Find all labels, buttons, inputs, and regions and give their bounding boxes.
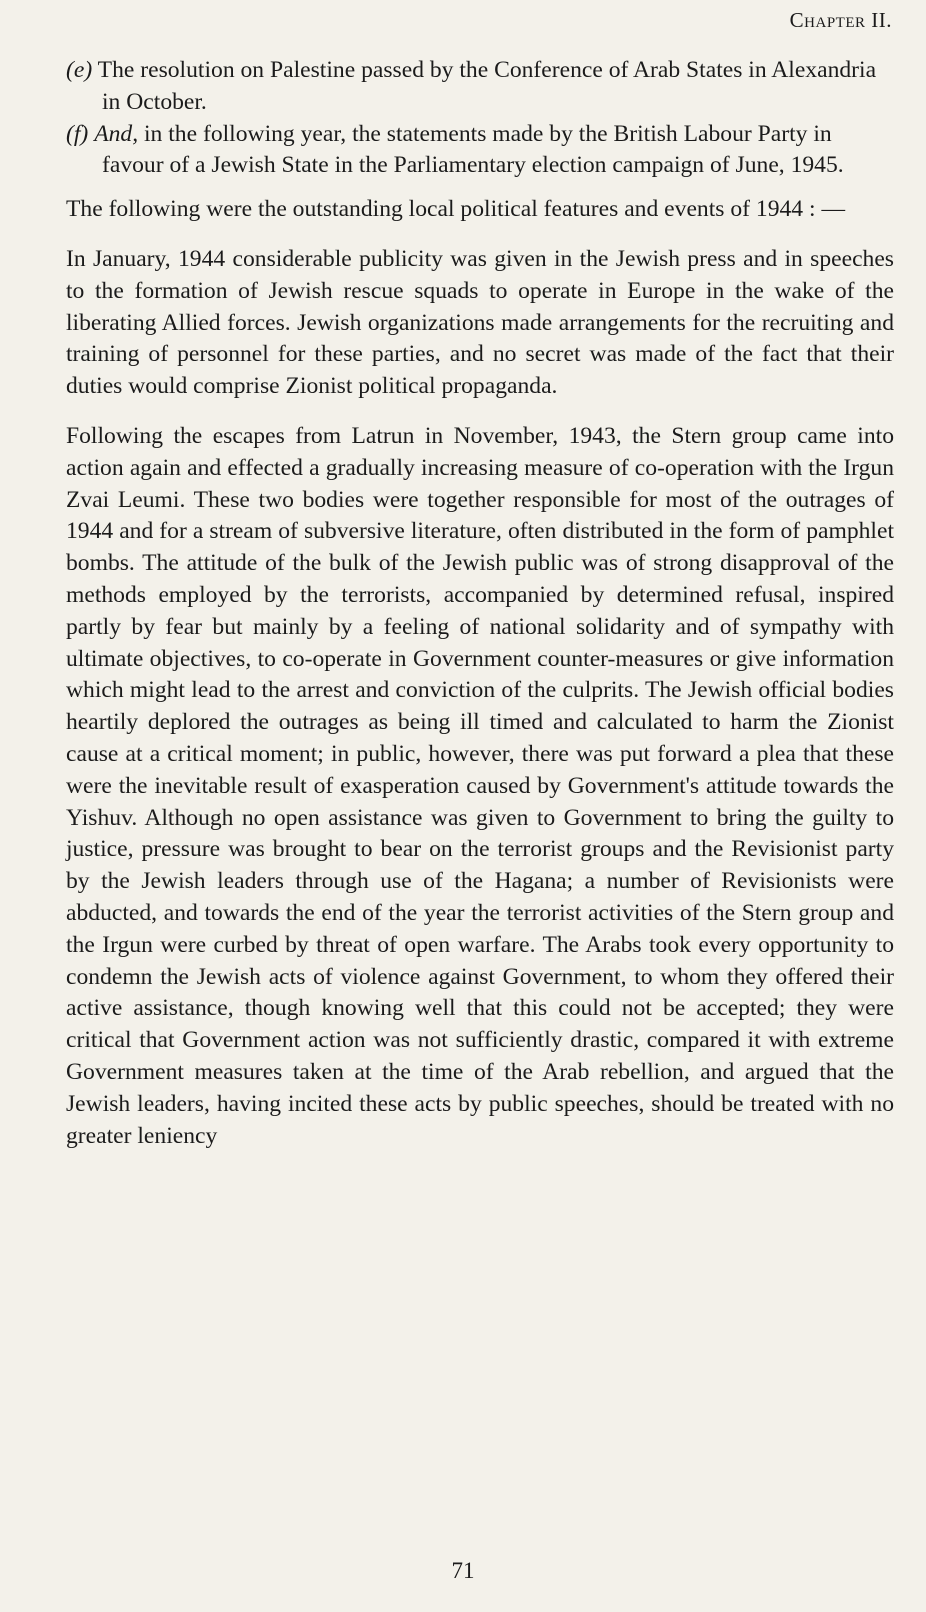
- chapter-heading: Chapter II.: [789, 8, 892, 32]
- list-item-text: in the following year, the statements made by the British Labour Party in favour of a Jewish State in the Parliamentary election campaign of June, 1945.: [102, 120, 844, 179]
- page-number: 71: [451, 1558, 475, 1583]
- list-item-label: (e): [66, 57, 93, 83]
- page-body: [66, 55, 894, 1152]
- list-item-e: [66, 55, 894, 119]
- list-item-f: [66, 119, 894, 183]
- paragraph-stern-group: Following the escapes from Latrun in November, 1943, the Stern group came into action again and effected a gradually increasing measure of co-operation with the Irgun Zvai Leumi. These two bodies were together responsible for most of the outrages of 1944 and for a stream of subversive literature, often distributed in the form of pamphlet bombs. The attitude of the bulk of the Jewish public was of strong disapproval of the methods employed by the terrorists, accompanied by determined refusal, inspired partly by fear but mainly by a feeling of national solidarity and of sympathy with ultimate objectives, to co-operate in Government counter-measures or give information which might lead to the arrest and conviction of the culprits. The Jewish official bodies heartily deplored the outrages as being ill timed and calculated to harm the Zionist cause at a critical moment; in public, however, there was put forward a plea that these were the inevitable result of exasperation caused by Government's attitude towards the Yishuv. Although no open assistance was given to Government to bring the guilty to justice, pressure was brought to bear on the terrorist groups and the Revisionist party by the Jewish leaders through use of the Hagana; a number of Revisionists were abducted, and towards the end of the year the terrorist activities of the Stern group and the Irgun were curbed by threat of open warfare. The Arabs took every opportunity to condemn the Jewish acts of violence against Government, to whom they offered their active assistance, though knowing well that this could not be accepted; they were critical that Government action was not sufficiently drastic, compared it with extreme Government measures taken at the time of the Arab rebellion, and argued that the Jewish leaders, having incited these acts by public speeches, should be treated with no greater leniency: [66, 422, 894, 1149]
- list-item-label: (f): [66, 120, 89, 147]
- list-item-text: The resolution on Palestine passed by the Conference of Arab States in Alexandria in October.: [97, 57, 877, 115]
- list-item-emphasis: And,: [94, 120, 139, 147]
- paragraph-intro: The following were the outstanding local political features and events of 1944 : —: [66, 196, 846, 223]
- paragraph-rescue-squads: In January, 1944 considerable publicity was given in the Jewish press and in speeches to the formation of Jewish rescue squads to operate in Europe in the wake of the liberating Allied forces. Jewish organizations made arrangements for the recruiting and training of personnel for these parties, and no secret was made of the fact that their duties would comprise Zionist political propaganda.: [66, 245, 894, 400]
